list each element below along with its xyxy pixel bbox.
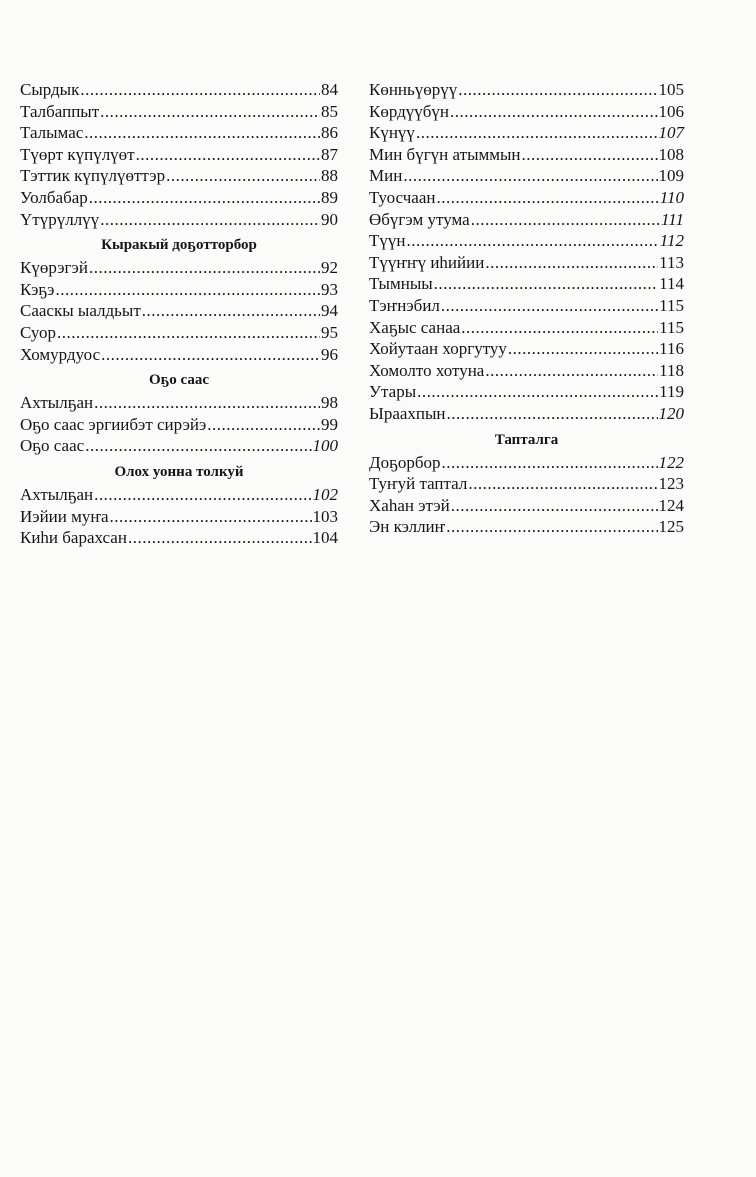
toc-entry — [369, 452, 684, 474]
toc-entry — [369, 230, 684, 252]
toc-entry-page-number: 106 — [658, 101, 684, 121]
dot-leader — [450, 101, 657, 123]
dot-leader — [406, 230, 658, 252]
dot-leader — [89, 257, 320, 279]
toc-entry-title: Талымас — [20, 123, 84, 143]
dot-leader — [110, 506, 312, 528]
dot-leader — [166, 165, 320, 187]
toc-entry-page-number: 94 — [321, 301, 338, 321]
dot-leader — [85, 435, 311, 457]
toc-entry-page-number: 107 — [658, 123, 684, 143]
toc-entry — [20, 414, 338, 436]
toc-entry-title: Туосчаан — [369, 187, 436, 207]
toc-entry-title: Көрдүүбүн — [369, 101, 450, 121]
toc-entry-page-number: 114 — [659, 274, 684, 294]
toc-right-column — [369, 79, 684, 538]
dot-leader — [458, 79, 657, 101]
toc-group — [369, 79, 684, 425]
toc-entry-title: Тэттик күпүлүөттэр — [20, 166, 166, 186]
toc-entry-page-number: 118 — [659, 360, 684, 380]
dot-leader — [403, 165, 657, 187]
dot-leader — [416, 122, 658, 144]
dot-leader — [471, 209, 660, 231]
dot-leader — [441, 295, 658, 317]
toc-left-column — [20, 79, 338, 549]
toc-entry-page-number: 119 — [659, 382, 684, 402]
toc-entry-title: Тэҥнэбил — [369, 295, 440, 315]
toc-entry — [369, 516, 684, 538]
toc-entry-page-number: 115 — [659, 317, 684, 337]
toc-entry-page-number: 125 — [658, 517, 684, 537]
toc-entry — [20, 527, 338, 549]
toc-entry-page-number: 108 — [658, 144, 684, 164]
toc-entry-page-number: 123 — [658, 474, 684, 494]
section-heading: Олох уонна толкуй — [114, 463, 244, 480]
dot-leader — [55, 279, 320, 301]
dot-leader — [142, 300, 320, 322]
toc-group — [20, 484, 338, 549]
section-heading: Кыракый доҕотторбор — [101, 237, 257, 254]
dot-leader — [485, 252, 658, 274]
dot-leader — [468, 473, 657, 495]
toc-entry-title: Хойутаан хоргутуу — [369, 339, 507, 359]
toc-entry — [369, 317, 684, 339]
toc-entry — [20, 484, 338, 506]
toc-entry-page-number: 90 — [321, 209, 338, 229]
toc-entry — [20, 322, 338, 344]
toc-entry-title: Туҥуй таптал — [369, 474, 468, 494]
toc-entry-page-number: 116 — [659, 339, 684, 359]
toc-group — [20, 257, 338, 365]
toc-entry-page-number: 105 — [658, 80, 684, 99]
toc-entry-page-number: 92 — [321, 258, 338, 278]
section-heading: Тапталга — [494, 431, 559, 448]
toc-group — [20, 79, 338, 230]
toc-entry — [369, 473, 684, 495]
dot-leader — [100, 101, 320, 123]
toc-entry — [369, 209, 684, 231]
toc-entry-title: Утары — [369, 382, 417, 402]
toc-entry-title: Оҕо саас эргиибэт сирэйэ — [20, 414, 207, 434]
toc-entry — [369, 273, 684, 295]
toc-entry-page-number: 84 — [321, 80, 338, 99]
toc-entry-title: Хаҕыс санаа — [369, 317, 461, 337]
toc-entry-page-number: 120 — [658, 403, 684, 423]
toc-entry-page-number: 103 — [312, 506, 338, 526]
dot-leader — [434, 273, 658, 295]
toc-entry-title: Уолбабар — [20, 187, 88, 207]
toc-entry-title: Сырдык — [20, 80, 80, 99]
toc-entry-title: Өбүгэм утума — [369, 209, 470, 229]
section-heading: Оҕо саас — [148, 372, 210, 389]
toc-entry-page-number: 109 — [658, 166, 684, 186]
toc-entry-title: Мин — [369, 166, 403, 186]
toc-entry-page-number: 95 — [321, 322, 338, 342]
toc-entry-page-number: 110 — [659, 187, 684, 207]
dot-leader — [89, 187, 320, 209]
dot-leader — [101, 344, 320, 366]
toc-entry-title: Хаһан этэй — [369, 495, 450, 515]
toc-entry-title: Талбаппыт — [20, 101, 100, 121]
toc-entry-title: Кэҕэ — [20, 279, 55, 299]
toc-entry-title: Сааскы ыалдьыт — [20, 301, 141, 321]
toc-entry-title: Доҕорбор — [369, 452, 441, 472]
toc-entry-page-number: 99 — [321, 414, 338, 434]
toc-entry — [369, 144, 684, 166]
dot-leader — [136, 144, 320, 166]
dot-leader — [485, 360, 658, 382]
dot-leader — [522, 144, 658, 166]
toc-entry-title: Тымныы — [369, 274, 433, 294]
dot-leader — [207, 414, 320, 436]
dot-leader — [436, 187, 658, 209]
toc-entry-page-number: 96 — [321, 344, 338, 364]
dot-leader — [94, 484, 311, 506]
toc-entry-title: Хомурдуос — [20, 344, 101, 364]
toc-entry-title: Түөрт күпүлүөт — [20, 144, 135, 164]
toc-entry — [369, 79, 684, 101]
dot-leader — [461, 317, 658, 339]
toc-entry — [369, 165, 684, 187]
toc-entry — [20, 435, 338, 457]
dot-leader — [447, 403, 658, 425]
toc-entry — [369, 338, 684, 360]
toc-entry — [20, 506, 338, 528]
toc-entry-page-number: 111 — [661, 209, 684, 229]
dot-leader — [417, 381, 658, 403]
toc-entry — [369, 295, 684, 317]
toc-entry-title: Түүҥҥү иһийии — [369, 252, 485, 272]
dot-leader — [100, 209, 320, 231]
dot-leader — [57, 322, 320, 344]
toc-entry — [20, 101, 338, 123]
toc-entry-title: Мин бүгүн атыммын — [369, 144, 521, 164]
dot-leader — [442, 452, 658, 474]
toc-entry-page-number: 113 — [659, 252, 684, 272]
dot-leader — [508, 338, 658, 360]
toc-entry — [20, 257, 338, 279]
dot-leader — [94, 392, 320, 414]
toc-entry-page-number: 104 — [312, 528, 338, 548]
toc-entry-title: Ахтылҕан — [20, 484, 94, 504]
toc-entry-title: Эн кэллиҥ — [369, 517, 446, 537]
toc-entry — [20, 187, 338, 209]
toc-entry — [20, 344, 338, 366]
dot-leader — [80, 79, 320, 101]
toc-entry-page-number: 89 — [321, 187, 338, 207]
toc-entry — [20, 279, 338, 301]
toc-entry — [369, 360, 684, 382]
toc-group — [369, 452, 684, 538]
toc-entry — [369, 252, 684, 274]
toc-entry-page-number: 87 — [321, 144, 338, 164]
toc-entry-title: Үтүрүллүү — [20, 209, 100, 229]
toc-entry — [20, 144, 338, 166]
toc-entry — [20, 392, 338, 414]
toc-entry — [20, 122, 338, 144]
toc-entry-title: Күнүү — [369, 123, 415, 143]
toc-entry-title: Иэйии муҥа — [20, 506, 109, 526]
dot-leader — [446, 516, 657, 538]
toc-entry-page-number: 100 — [312, 436, 338, 456]
toc-entry-page-number: 85 — [321, 101, 338, 121]
toc-entry — [369, 101, 684, 123]
toc-entry — [20, 165, 338, 187]
toc-entry-page-number: 93 — [321, 279, 338, 299]
toc-entry — [369, 381, 684, 403]
toc-entry-title: Ыраахпын — [369, 403, 446, 423]
dot-leader — [84, 122, 320, 144]
toc-entry — [369, 403, 684, 425]
toc-entry-page-number: 98 — [321, 393, 338, 413]
toc-entry — [369, 122, 684, 144]
toc-entry — [20, 79, 338, 101]
dot-leader — [451, 495, 658, 517]
toc-group — [20, 392, 338, 457]
toc-entry — [369, 187, 684, 209]
toc-entry-page-number: 102 — [312, 484, 338, 504]
toc-entry-page-number: 88 — [321, 166, 338, 186]
toc-entry-title: Хомолто хотуна — [369, 360, 485, 380]
toc-entry-title: Көнньүөрүү — [369, 80, 458, 99]
toc-entry — [20, 300, 338, 322]
toc-entry-page-number: 112 — [659, 231, 684, 251]
toc-entry-title: Түүн — [369, 231, 406, 251]
toc-entry — [369, 495, 684, 517]
toc-entry-title: Ахтылҕан — [20, 393, 94, 413]
toc-entry-title: Күөрэгэй — [20, 258, 88, 278]
toc-entry-page-number: 115 — [659, 295, 684, 315]
dot-leader — [128, 527, 312, 549]
toc-entry-title: Суор — [20, 322, 56, 342]
toc-entry-title: Оҕо саас — [20, 436, 85, 456]
toc-entry-title: Киһи барахсан — [20, 528, 127, 548]
toc-entry-page-number: 124 — [658, 495, 684, 515]
toc-entry — [20, 209, 338, 231]
toc-entry-page-number: 86 — [321, 123, 338, 143]
toc-entry-page-number: 122 — [658, 452, 684, 472]
